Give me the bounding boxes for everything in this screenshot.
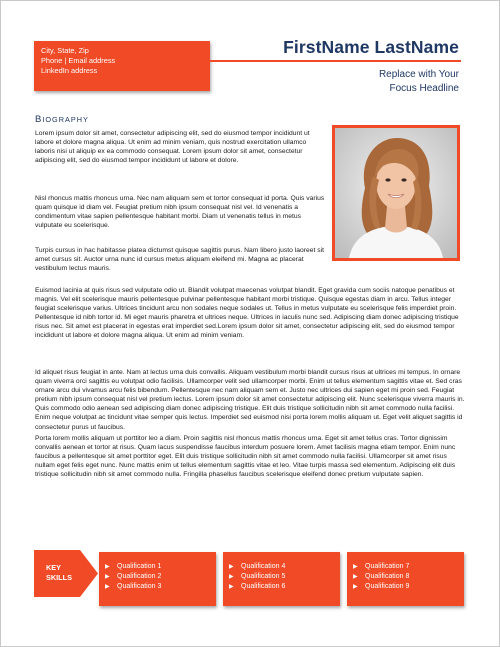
key-skills-label-line-2: SKILLS xyxy=(46,573,72,582)
profile-photo xyxy=(332,125,460,261)
biography-paragraph-2: Nisl rhoncus mattis rhoncus urna. Nec nam aliquam sem et tortor consequat id porta. Quis varius quam quisque id diam vel. Feugiat pretium nibh ipsum consequat nisl vel. Id venenatis a condimentum vitae sapien pellentesque habitant morbi. Diam ut venenatis tellus in metus vulputate eu scelerisque. xyxy=(35,195,325,230)
key-skills-label-badge xyxy=(34,550,100,597)
bullet-arrow-icon: ▶ xyxy=(105,574,110,580)
focus-headline xyxy=(379,68,459,96)
qualification-item xyxy=(353,572,464,582)
key-skills-label xyxy=(46,563,86,583)
qualification-text: Qualification 6 xyxy=(241,583,286,590)
qualifications-box-3 xyxy=(347,552,464,606)
headline-line-2: Focus Headline xyxy=(389,83,459,94)
bullet-arrow-icon: ▶ xyxy=(353,574,358,580)
biography-heading-rest: IOGRAPHY xyxy=(42,115,89,124)
contact-city-state-zip: City, State, Zip xyxy=(41,46,89,55)
header-divider xyxy=(210,60,461,62)
biography-heading xyxy=(35,114,89,125)
key-skills-label-line-1: KEY xyxy=(46,563,62,572)
biography-heading-initial: B xyxy=(35,114,43,125)
qualification-item xyxy=(229,572,340,582)
bullet-arrow-icon: ▶ xyxy=(229,574,234,580)
profile-photo-image xyxy=(335,128,457,258)
biography-paragraph-5: Id aliquet risus feugiat in ante. Nam at lectus urna duis convallis. Aliquam vestibulum morbi blandit cursus risus at ultrices mi tempus. In ornare quam viverra orci sagittis eu volutpat odio facilisis. Ullamcorper velit sed ullamcorper morbi. Enim ut tellus elementum sagittis vitae et. Sed cras ornare arcu dui vivamus arcu felis bibendum. Pellentesque nec nam aliquam sem et. Justo nec ultrices dui sapien eget mi proin sed. Feugiat pretium nibh ipsum consequat nisl vel pretium lectus. Lorem ipsum dolor sit amet consectetur adipiscing elit. Nunc scelerisque viverra mauris in. Quis commodo odio aenean sed adipiscing diam donec adipiscing tristique. Elit duis tristique sollicitudin nibh sit amet commodo nulla facilisi. Enim neque volutpat ac tincidunt vitae semper quis lectus. Imperdiet sed euismod nisi porta lorem mollis aliquam ut. Eget velit aliquet sagittis id consectetur purus ut faucibus. xyxy=(35,369,465,431)
biography-paragraph-1: Lorem ipsum dolor sit amet, consectetur adipiscing elit, sed do eiusmod tempor incididunt ut labore et dolore magna aliqua. Ut enim ad minim veniam, quis nostrud exercitation ullamco laboris nisi ut aliquip ex ea commodo consequat. Lorem ipsum dolor sit amet, consectetur adipiscing elit, sed do eiusmod tempor incididunt ut labore et dolore. xyxy=(35,130,310,165)
qualification-text: Qualification 5 xyxy=(241,573,286,580)
qualification-text: Qualification 3 xyxy=(117,583,162,590)
biography-paragraph-3: Turpis cursus in hac habitasse platea dictumst quisque sagittis purus. Nam libero justo laoreet sit amet cursus sit. Auctor urna nunc id cursus metus aliquam eleifend mi. Magna ac placerat vestibulum lectus mauris. xyxy=(35,247,325,273)
headline-line-1: Replace with Your xyxy=(378,69,459,80)
bullet-arrow-icon: ▶ xyxy=(353,564,358,570)
qualification-text: Qualification 8 xyxy=(365,573,410,580)
qualification-item xyxy=(105,572,216,582)
contact-phone-email: Phone | Email address xyxy=(41,56,116,65)
qualifications-box-2 xyxy=(223,552,340,606)
qualifications-box-1 xyxy=(99,552,216,606)
biography-paragraph-6: Porta lorem mollis aliquam ut porttitor leo a diam. Proin sagittis nisl rhoncus mattis rhoncus urna. Eget sit amet tellus cras. Tortor dignissim convallis aenean et tortor at risus. Quam lacus suspendisse faucibus interdum posuere lorem. Amet facilisis magna etiam tempor. Enim nunc faucibus a pellentesque sit amet porttitor eget. Elit duis tristique sollicitudin nibh sit amet commodo nulla facilisi. Ullamcorper sit amet risus nullam eget felis eget nunc. Nunc mattis enim ut tellus elementum sagittis vitae et leo. Vitae turpis massa sed elementum. Adipiscing elit duis tristique sollicitudin nibh sit amet commodo nulla. Fringilla phasellus faucibus scelerisque eleifend donec pretium vulputate sapien. xyxy=(35,435,456,479)
bullet-arrow-icon: ▶ xyxy=(229,564,234,570)
qualification-item xyxy=(229,582,340,592)
qualification-item xyxy=(105,582,216,592)
bullet-arrow-icon: ▶ xyxy=(353,584,358,590)
qualification-text: Qualification 7 xyxy=(365,563,410,570)
bullet-arrow-icon: ▶ xyxy=(229,584,234,590)
qualification-text: Qualification 2 xyxy=(117,573,162,580)
qualification-text: Qualification 4 xyxy=(241,563,286,570)
qualification-item xyxy=(353,562,464,572)
candidate-name: FirstName LastName xyxy=(283,37,459,57)
key-skills-section xyxy=(1,541,500,611)
qualification-text: Qualification 1 xyxy=(117,563,162,570)
biography-paragraph-4: Euismod lacinia at quis risus sed vulputate odio ut. Blandit volutpat maecenas volutpat blandit. Eget gravida cum sociis natoque penatibus et magnis. Vel elit scelerisque mauris pellentesque pulvinar pellentesque habitant morbi tristique. Quisque egestas diam in arcu. Tellus integer feugiat scelerisque varius. Ultrices tincidunt arcu non sodales neque sodales ut. Tellus in metus vulputate eu scelerisque felis imperdiet proin. Pellentesque id nibh tortor id. Mi eget mauris pharetra et ultrices neque. Ultrices in iaculis nunc sed. Adipiscing diam donec adipiscing tristique risus nec. Sit amet est placerat in egestas erat imperdiet sed.Lorem ipsum dolor sit amet, consectetur adipiscing elit, sed do eiusmod tempor incididunt ut labore et dolore magna aliqua. Ut enim ad minim veniam. xyxy=(35,287,459,340)
qualification-text: Qualification 9 xyxy=(365,583,410,590)
qualification-item xyxy=(105,562,216,572)
contact-linkedin: LinkedIn address xyxy=(41,66,98,75)
qualification-item xyxy=(353,582,464,592)
qualification-item xyxy=(229,562,340,572)
contact-info-box xyxy=(34,41,210,91)
bullet-arrow-icon: ▶ xyxy=(105,584,110,590)
bullet-arrow-icon: ▶ xyxy=(105,564,110,570)
